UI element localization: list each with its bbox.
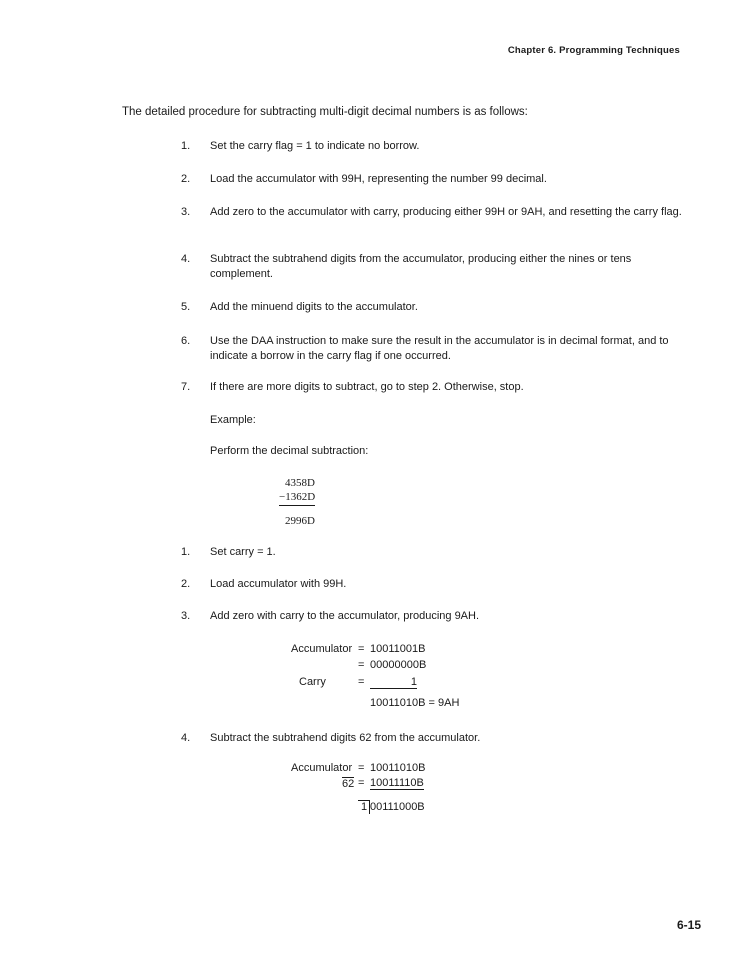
zero-value: 00000000B [370,659,427,671]
equals-sign: = [358,762,365,774]
step-text: Load the accumulator with 99H, representing the number 99 decimal. [210,173,547,185]
step-text: Subtract the subtrahend digits from the accumulator, producing either the nines or tens complement. [210,253,632,280]
step-text: Add zero with carry to the accumulator, producing 9AH. [210,610,480,622]
step-text: Set carry = 1. [210,546,276,558]
subtrahend: −1362D [279,491,315,506]
accumulator-value: 10011001B [370,643,426,655]
step-text: Add zero to the accumulator with carry, producing either 99H or 9AH, and resetting the carry flag. [210,206,682,218]
step-number: 6. [181,335,191,347]
step-text: Set the carry flag = 1 to indicate no borrow. [210,140,420,152]
page-number: 6-15 [677,918,702,932]
step-text: Use the DAA instruction to make sure the result in the accumulator is in decimal format, and to indicate a borrow in the carry flag if one occurred. [210,335,669,362]
step-number: 4. [181,732,191,744]
accumulator-value: 10011010B [370,762,426,774]
step-number: 1. [181,546,191,558]
equals-sign: = [358,643,365,655]
carry-value: 1 [370,676,417,689]
subtrahend-complement-label: 62 [342,778,355,790]
carry-label: Carry [299,676,326,688]
intro-paragraph: The detailed procedure for subtracting multi-digit decimal numbers is as follows: [122,106,528,118]
difference-binary: 00111000B [370,801,425,813]
sum-result: 10011010B = 9AH [370,697,460,709]
step-number: 1. [181,140,191,152]
step-text: If there are more digits to subtract, go to step 2. Otherwise, stop. [210,381,524,393]
subtrahend-binary: 10011110B [370,777,424,789]
step-text: Subtract the subtrahend digits 62 from the accumulator. [210,732,481,744]
borrow-bit: 1 [358,800,370,814]
accumulator-label: Accumulator [291,762,353,774]
step-number: 3. [181,610,191,622]
accumulator-label: Accumulator [291,643,353,655]
equals-sign: = [358,676,365,688]
step-number: 3. [181,206,191,218]
example-description: Perform the decimal subtraction: [210,445,369,457]
step-number: 4. [181,253,191,265]
equals-sign: = [358,659,365,671]
step-number: 2. [181,173,191,185]
step-text: Load accumulator with 99H. [210,578,347,590]
step-text: Add the minuend digits to the accumulator. [210,301,418,313]
running-header: Chapter 6. Programming Techniques [507,45,680,56]
minuend: 4358D [285,477,315,489]
example-label: Example: [210,414,256,426]
step-number: 7. [181,381,191,393]
difference: 2996D [285,515,315,527]
step-number: 2. [181,578,191,590]
equals-sign: = [358,777,365,789]
step-number: 5. [181,301,191,313]
